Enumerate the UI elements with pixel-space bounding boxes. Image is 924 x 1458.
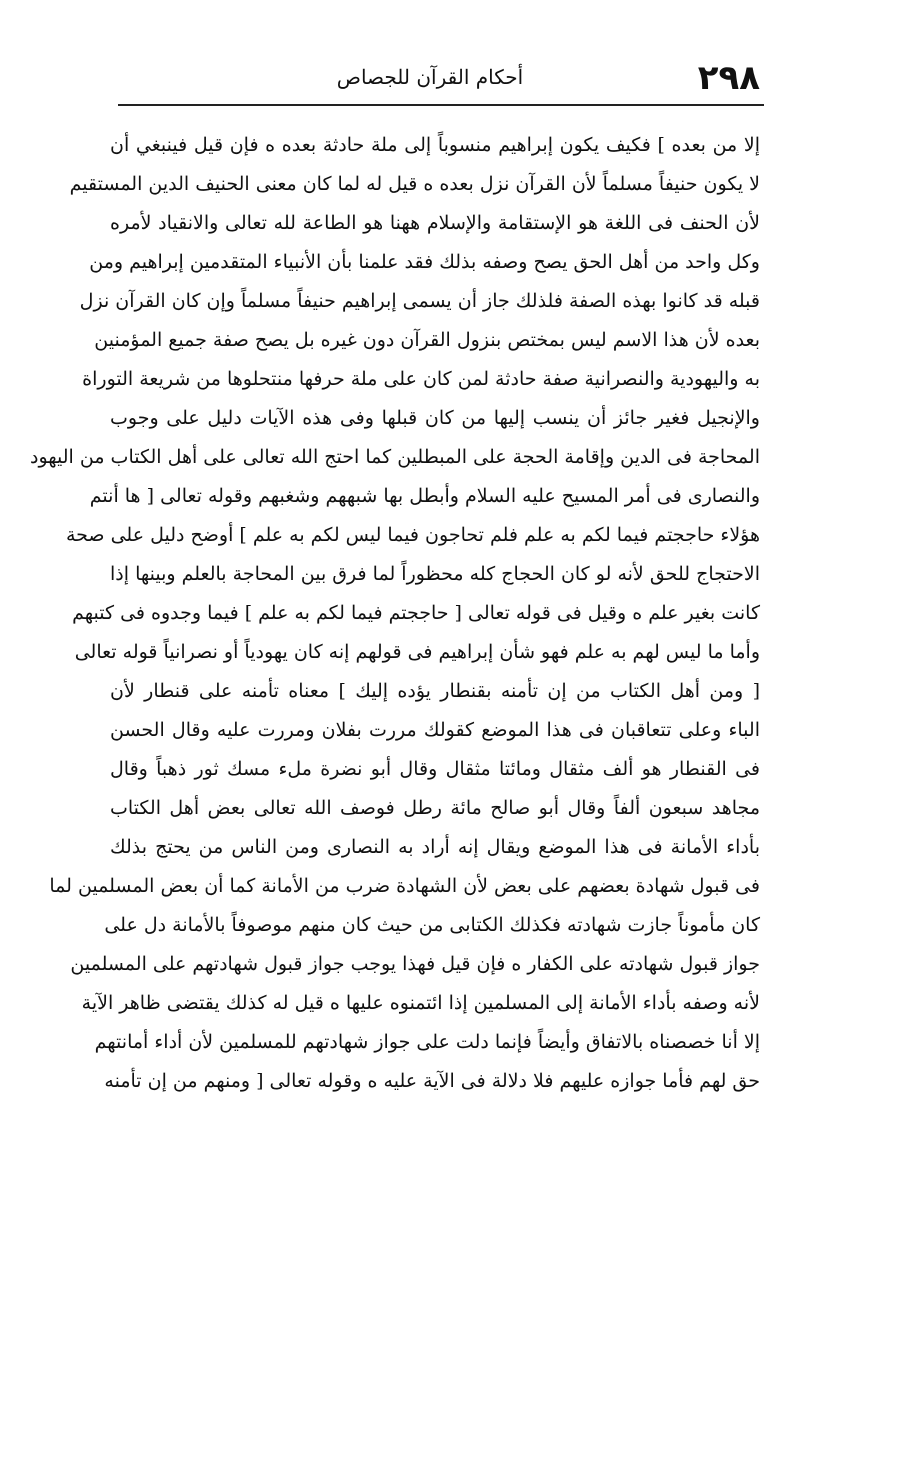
- text-line: بعده لأن هذا الاسم ليس بمختص بنزول القرآن دون غيره بل يصح صفة جميع المؤمنين: [94, 329, 760, 351]
- text-line: بأداء الأمانة فى هذا الموضع ويقال إنه أراد به النصارى ومن الناس من يحتج بذلك: [110, 836, 760, 858]
- text-line: لأن الحنف فى اللغة هو الإستقامة والإسلام ههنا هو الطاعة لله تعالى والانقياد لأمره: [110, 212, 760, 234]
- text-line: به واليهودية والنصرانية صفة حادثة لمن كان على ملة حرفها منتحلوها من شريعة التوراة: [82, 368, 760, 390]
- header-divider: [118, 104, 764, 106]
- text-line: لأنه وصفه بأداء الأمانة إلى المسلمين إذا ائتمنوه عليها ه قيل له كذلك يقتضى ظاهر الآية: [81, 992, 760, 1014]
- text-line: كان مأموناً جازت شهادته فكذلك الكتابى من حيث كان منهم موصوفاً بالأمانة دل على: [104, 914, 760, 936]
- text-line: المحاجة فى الدين وإقامة الحجة على المبطلين كما احتج الله تعالى على أهل الكتاب من اليهود: [30, 446, 760, 468]
- text-line: لا يكون حنيفاً مسلماً لأن القرآن نزل بعده ه قيل له لما كان معنى الحنيف الدين المستقيم: [69, 173, 760, 195]
- text-line: والإنجيل فغير جائز أن ينسب إليها من كان قبلها وفى هذه الآيات دليل على وجوب: [110, 407, 760, 429]
- text-line: هؤلاء حاججتم فيما لكم به علم فلم تحاجون فيما ليس لكم به علم ] أوضح دليل على صحة: [65, 524, 760, 546]
- running-title: أحكام القرآن للجصاص: [336, 65, 524, 89]
- text-line: [ ومن أهل الكتاب من إن تأمنه بقنطار يؤده إليك ] معناه تأمنه على قنطار لأن: [110, 680, 760, 702]
- text-line: وأما ما ليس لهم به علم فهو شأن إبراهيم فى قولهم إنه كان يهودياً أو نصرانياً قوله تعالى: [74, 641, 760, 663]
- text-line: جواز قبول شهادته على الكفار ه فإن قيل فهذا يوجب جواز قبول شهادتهم على المسلمين: [70, 953, 760, 975]
- text-line: قبله قد كانوا بهذه الصفة فلذلك جاز أن يسمى إبراهيم حنيفاً مسلماً وإن كان القرآن نزل: [79, 290, 760, 312]
- text-line: إلا من بعده ] فكيف يكون إبراهيم منسوباً إلى ملة حادثة بعده ه فإن قيل فينبغي أن: [110, 134, 760, 156]
- text-line: كانت بغير علم ه وقيل فى قوله تعالى [ حاججتم فيما لكم به علم ] فيما وجدوه فى كتبهم: [72, 602, 760, 624]
- text-line: فى القنطار هو ألف مثقال ومائتا مثقال وقال أبو نضرة ملء مسك ثور ذهباً وقال: [110, 758, 760, 780]
- text-line: وكل واحد من أهل الحق يصح وصفه بذلك فقد علمنا بأن الأنبياء المتقدمين إبراهيم ومن: [89, 251, 760, 273]
- text-line: الباء وعلى تتعاقبان فى هذا الموضع كقولك مررت بفلان ومررت عليه وقال الحسن: [110, 719, 760, 741]
- text-line: حق لهم فأما جوازه عليهم فلا دلالة فى الآية عليه ه وقوله تعالى [ ومنهم من إن تأمنه: [104, 1070, 760, 1092]
- text-line: مجاهد سبعون ألفاً وقال أبو صالح مائة رطل فوصف الله تعالى بعض أهل الكتاب: [110, 797, 760, 819]
- text-line: إلا أنا خصصناه بالاتفاق وأيضاً فإنما دلت على جواز شهادتهم للمسلمين لأن أداء أمانتهم: [94, 1031, 760, 1053]
- page-number: ٢٩٨: [697, 58, 760, 98]
- text-line: والنصارى فى أمر المسيح عليه السلام وأبطل بها شبههم وشغبهم وقوله تعالى [ ها أنتم: [89, 485, 760, 507]
- text-line: فى قبول شهادة بعضهم على بعض لأن الشهادة ضرب من الأمانة كما أن بعض المسلمين لما: [49, 875, 760, 897]
- body-text: [30, 126, 760, 1101]
- text-line: الاحتجاج للحق لأنه لو كان الحجاج كله محظوراً لما فرق بين المحاجة بالعلم وبينها إذا: [110, 563, 760, 585]
- page-header: [100, 58, 760, 102]
